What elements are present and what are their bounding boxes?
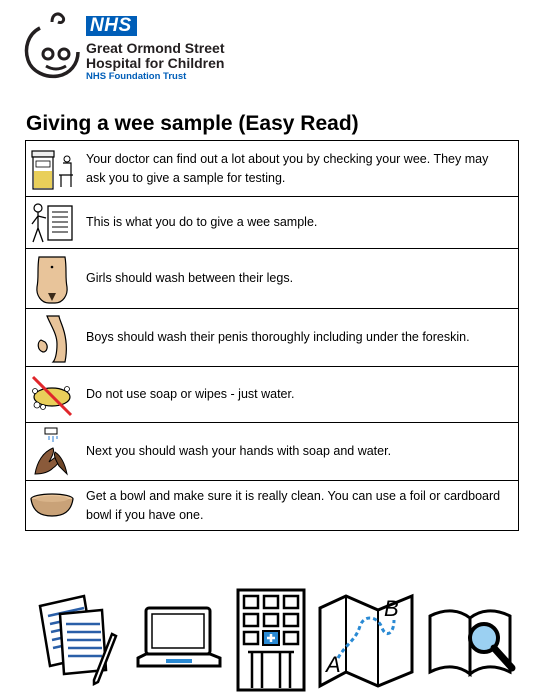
svg-text:A: A (326, 652, 341, 677)
table-row (26, 197, 519, 249)
svg-text:B: B (384, 596, 399, 621)
table-row (26, 423, 519, 481)
bowl-icon (27, 486, 77, 526)
documents-pen-icon (36, 586, 122, 686)
instructions-icon (27, 200, 77, 246)
step-text: Next you should wash your hands with soap and water. (78, 423, 519, 481)
no-soap-icon (27, 371, 77, 419)
step-text: Do not use soap or wipes - just water. (78, 367, 519, 423)
step-text: Boys should wash their penis thoroughly including under the foreskin. (78, 309, 519, 367)
hospital-logo (22, 8, 252, 84)
table-row (26, 309, 519, 367)
step-text: This is what you do to give a wee sample. (78, 197, 519, 249)
org-trust-line: NHS Foundation Trust (86, 71, 187, 82)
table-row (26, 481, 519, 531)
hospital-building-icon (234, 586, 310, 696)
table-row (26, 141, 519, 197)
table-row (26, 367, 519, 423)
map-route-icon (316, 586, 416, 696)
nhs-badge: NHS (86, 16, 137, 36)
footer-icons (36, 586, 520, 696)
org-name-line1: Great Ormond Street (86, 40, 225, 56)
laptop-icon (136, 586, 222, 686)
hand-washing-icon (27, 426, 77, 478)
male-body-icon (27, 312, 77, 364)
step-text: Get a bowl and make sure it is really clean. You can use a foil or cardboard bowl if you have one. (78, 481, 519, 531)
step-text: Girls should wash between their legs. (78, 249, 519, 309)
steps-table (25, 140, 519, 531)
sample-pot-icon (27, 145, 77, 193)
org-name-line2: Hospital for Children (86, 55, 225, 71)
face-logo-icon (22, 8, 82, 84)
female-body-icon (27, 253, 77, 305)
page-title: Giving a wee sample (Easy Read) (26, 112, 359, 135)
book-magnifier-icon (426, 586, 520, 696)
step-text: Your doctor can find out a lot about you by checking your wee. They may ask you to give a sample for testing. (78, 141, 519, 197)
table-row (26, 249, 519, 309)
